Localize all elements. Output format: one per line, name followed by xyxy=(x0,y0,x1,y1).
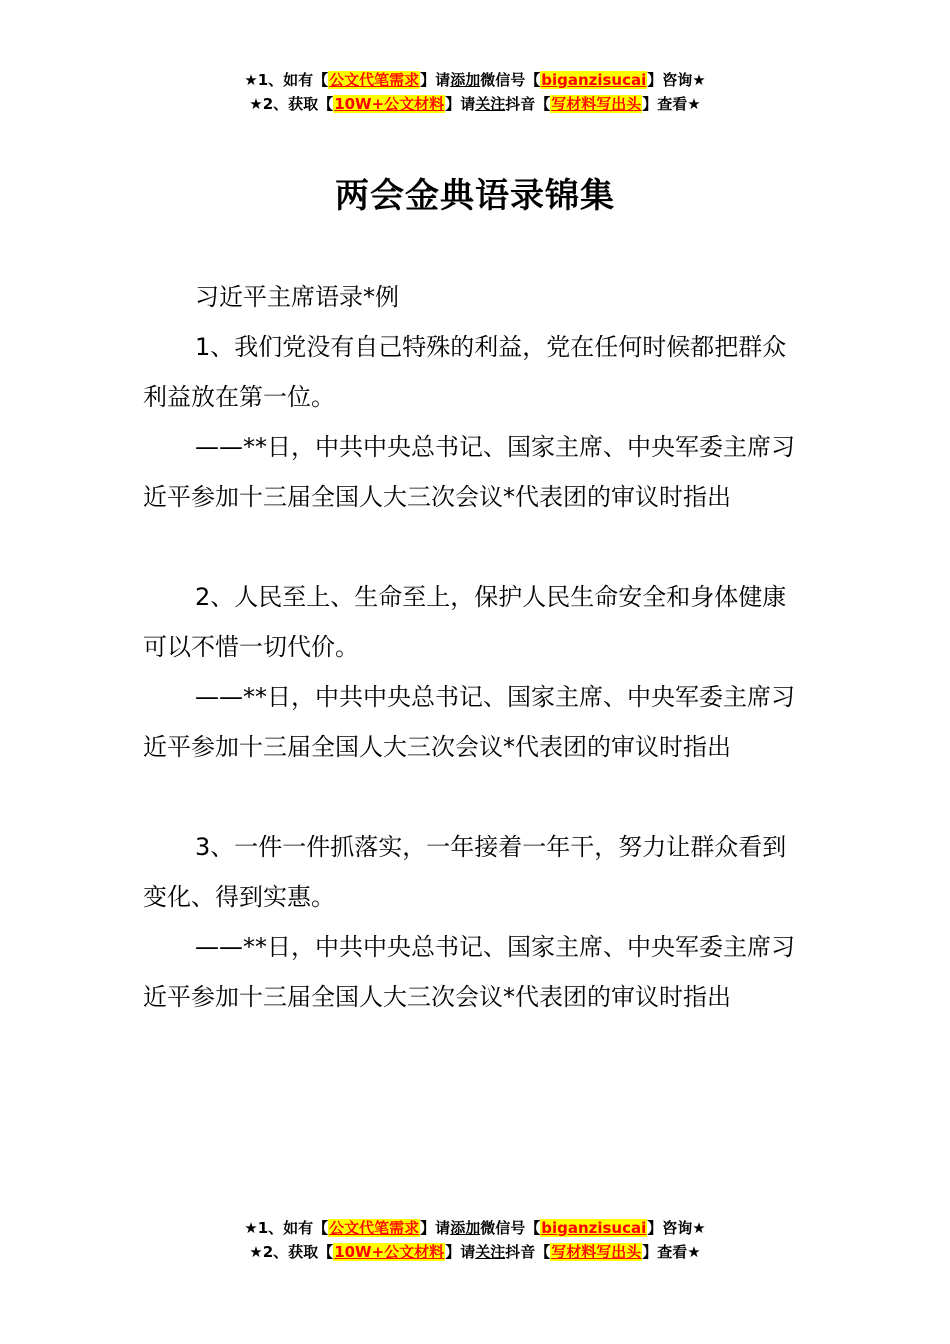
source-paragraph: ——**日，中共中央总书记、国家主席、中央军委主席习近平参加十三届全国人大三次会议*代表团的审议时指出 xyxy=(143,933,795,1011)
header-banner xyxy=(0,68,950,116)
banner-text: ★2、获取【 xyxy=(249,1243,334,1261)
banner-line-2 xyxy=(0,92,950,116)
source-paragraph: ——**日，中共中央总书记、国家主席、中央军委主席习近平参加十三届全国人大三次会议*代表团的审议时指出 xyxy=(143,683,795,761)
banner-text: 抖音【 xyxy=(505,95,551,113)
source-paragraph: ——**日，中共中央总书记、国家主席、中央军委主席习近平参加十三届全国人大三次会议*代表团的审议时指出 xyxy=(143,433,795,511)
banner-highlight-douyin: 写材料写出头 xyxy=(551,1243,642,1261)
banner-text: 抖音【 xyxy=(505,1243,551,1261)
banner-text: 】咨询★ xyxy=(647,71,706,89)
banner-line-1 xyxy=(0,68,950,92)
quote-paragraph: 2、人民至上、生命至上，保护人民生命安全和身体健康可以不惜一切代价。 xyxy=(143,583,787,661)
banner-line-2 xyxy=(0,1240,950,1264)
banner-text: 】请 xyxy=(420,1219,451,1237)
paragraph-gap xyxy=(143,522,808,572)
banner-text: ★1、如有【 xyxy=(244,1219,329,1237)
banner-text: 微信号【 xyxy=(480,71,541,89)
banner-text: 】查看★ xyxy=(642,95,701,113)
quote-paragraph: 3、一件一件抓落实，一年接着一年干，努力让群众看到变化、得到实惠。 xyxy=(143,833,787,911)
banner-text: ★1、如有【 xyxy=(244,71,329,89)
banner-text: 】请 xyxy=(445,95,476,113)
banner-text: 】查看★ xyxy=(642,1243,701,1261)
banner-highlight-douyin: 写材料写出头 xyxy=(551,95,642,113)
banner-underline: 添加 xyxy=(450,71,481,89)
footer-banner xyxy=(0,1216,950,1264)
quote-paragraph: 1、我们党没有自己特殊的利益，党在任何时候都把群众利益放在第一位。 xyxy=(143,333,787,411)
banner-highlight: 10W+公文材料 xyxy=(334,1243,445,1261)
banner-underline: 添加 xyxy=(450,1219,481,1237)
banner-underline: 关注 xyxy=(475,1243,506,1261)
banner-text: ★2、获取【 xyxy=(249,95,334,113)
banner-text: 】请 xyxy=(445,1243,476,1261)
document-title: 两会金典语录锦集 xyxy=(335,176,615,216)
banner-underline: 关注 xyxy=(475,95,506,113)
banner-text: 】咨询★ xyxy=(647,1219,706,1237)
section-heading: 习近平主席语录*例 xyxy=(195,283,399,311)
banner-line-1 xyxy=(0,1216,950,1240)
document-body xyxy=(143,272,808,1022)
paragraph-gap xyxy=(143,772,808,822)
banner-highlight-wechat: biganzisucai xyxy=(541,1219,647,1237)
banner-highlight: 公文代笔需求 xyxy=(329,1219,420,1237)
banner-text: 】请 xyxy=(420,71,451,89)
banner-text: 微信号【 xyxy=(480,1219,541,1237)
banner-highlight-wechat: biganzisucai xyxy=(541,71,647,89)
banner-highlight: 10W+公文材料 xyxy=(334,95,445,113)
banner-highlight: 公文代笔需求 xyxy=(329,71,420,89)
